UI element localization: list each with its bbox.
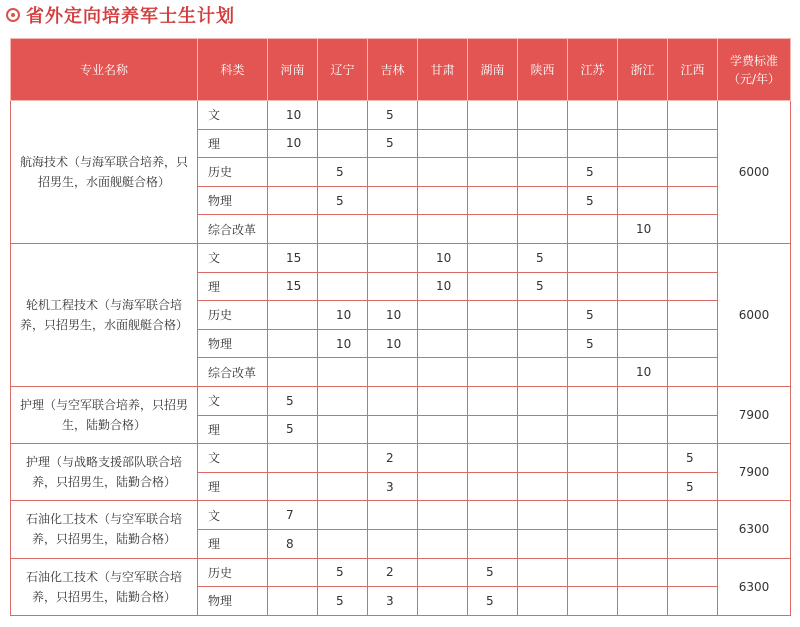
quota-cell: 10: [418, 243, 468, 272]
quota-cell: [518, 301, 568, 330]
subject-cell: 物理: [198, 329, 268, 358]
quota-cell: [518, 444, 568, 473]
subject-cell: 文: [198, 501, 268, 530]
quota-cell: [568, 501, 618, 530]
quota-cell: [268, 186, 318, 215]
quota-cell: [318, 243, 368, 272]
header-province: 河南: [268, 39, 318, 101]
quota-cell: 3: [368, 587, 418, 616]
quota-cell: [418, 129, 468, 158]
quota-cell: [518, 186, 568, 215]
quota-cell: [668, 186, 718, 215]
quota-cell: [268, 158, 318, 187]
quota-cell: [668, 301, 718, 330]
quota-cell: [518, 501, 568, 530]
subject-cell: 物理: [198, 186, 268, 215]
quota-cell: [518, 101, 568, 130]
header-fee: [718, 39, 791, 101]
header-province: 江苏: [568, 39, 618, 101]
table-row: [11, 101, 791, 130]
quota-cell: 10: [418, 272, 468, 301]
page-title: 省外定向培养军士生计划: [26, 6, 235, 27]
quota-cell: [568, 215, 618, 244]
quota-cell: [668, 529, 718, 558]
quota-cell: [568, 529, 618, 558]
quota-cell: [668, 215, 718, 244]
quota-cell: 3: [368, 472, 418, 501]
circle-bullet-icon: [6, 8, 20, 22]
major-name-cell: 护理（与战略支援部队联合培养，只招男生，陆勤合格）: [11, 444, 198, 501]
major-name-cell: 轮机工程技术（与海军联合培养，只招男生，水面舰艇合格）: [11, 243, 198, 386]
subject-cell: 理: [198, 415, 268, 444]
table-row: [11, 501, 791, 530]
quota-cell: [618, 386, 668, 415]
quota-cell: [568, 129, 618, 158]
header-province: 甘肃: [418, 39, 468, 101]
quota-cell: [318, 272, 368, 301]
header-fee-line1: 学费标准: [729, 53, 778, 68]
quota-cell: [468, 358, 518, 387]
subject-cell: 综合改革: [198, 358, 268, 387]
quota-cell: [418, 158, 468, 187]
quota-cell: [368, 386, 418, 415]
fee-cell: 6300: [718, 501, 791, 558]
subject-cell: 历史: [198, 158, 268, 187]
quota-cell: [418, 329, 468, 358]
quota-cell: [568, 444, 618, 473]
quota-cell: [568, 386, 618, 415]
quota-cell: [418, 215, 468, 244]
major-name-cell: 石油化工技术（与空军联合培养，只招男生，陆勤合格）: [11, 558, 198, 615]
quota-cell: [668, 272, 718, 301]
quota-cell: [268, 215, 318, 244]
quota-cell: [468, 329, 518, 358]
quota-cell: [418, 444, 468, 473]
subject-cell: 文: [198, 243, 268, 272]
quota-cell: 5: [368, 101, 418, 130]
quota-cell: [318, 386, 368, 415]
quota-cell: [668, 386, 718, 415]
quota-cell: [518, 386, 568, 415]
quota-cell: [618, 101, 668, 130]
quota-cell: [468, 301, 518, 330]
fee-cell: 6300: [718, 558, 791, 615]
quota-cell: 5: [468, 587, 518, 616]
quota-cell: [418, 587, 468, 616]
header-province: 辽宁: [318, 39, 368, 101]
quota-cell: [468, 101, 518, 130]
quota-cell: [668, 158, 718, 187]
quota-cell: 10: [318, 329, 368, 358]
quota-cell: [468, 272, 518, 301]
quota-cell: [368, 501, 418, 530]
quota-cell: [318, 358, 368, 387]
quota-cell: [418, 472, 468, 501]
quota-cell: 5: [668, 444, 718, 473]
quota-cell: 5: [368, 129, 418, 158]
quota-cell: 10: [268, 101, 318, 130]
subject-cell: 理: [198, 529, 268, 558]
major-name-cell: 石油化工技术（与空军联合培养，只招男生，陆勤合格）: [11, 501, 198, 558]
fee-cell: 6000: [718, 243, 791, 386]
quota-cell: [618, 301, 668, 330]
quota-cell: [418, 415, 468, 444]
quota-cell: [318, 129, 368, 158]
quota-cell: [618, 329, 668, 358]
quota-cell: [668, 101, 718, 130]
quota-cell: [668, 358, 718, 387]
subject-cell: 理: [198, 129, 268, 158]
quota-cell: 10: [618, 215, 668, 244]
quota-cell: [268, 358, 318, 387]
quota-cell: [518, 529, 568, 558]
quota-cell: 5: [318, 587, 368, 616]
quota-cell: [368, 415, 418, 444]
quota-cell: [468, 501, 518, 530]
table-row: [11, 386, 791, 415]
quota-cell: 10: [368, 301, 418, 330]
quota-cell: [418, 558, 468, 587]
fee-cell: 7900: [718, 386, 791, 443]
quota-cell: [318, 501, 368, 530]
quota-cell: [468, 386, 518, 415]
subject-cell: 文: [198, 386, 268, 415]
quota-cell: [618, 501, 668, 530]
fee-cell: 6000: [718, 101, 791, 244]
quota-cell: [618, 129, 668, 158]
header-subject: 科类: [198, 39, 268, 101]
quota-cell: 7: [268, 501, 318, 530]
quota-cell: [268, 558, 318, 587]
quota-cell: [318, 215, 368, 244]
quota-cell: 5: [318, 186, 368, 215]
header-province: 湖南: [468, 39, 518, 101]
quota-cell: [468, 243, 518, 272]
quota-cell: [618, 529, 668, 558]
quota-cell: [518, 129, 568, 158]
quota-cell: [418, 358, 468, 387]
subject-cell: 文: [198, 444, 268, 473]
quota-cell: [618, 243, 668, 272]
quota-cell: [368, 158, 418, 187]
quota-cell: [618, 272, 668, 301]
header-province: 陕西: [518, 39, 568, 101]
subject-cell: 理: [198, 472, 268, 501]
header-province: 江西: [668, 39, 718, 101]
quota-cell: [468, 415, 518, 444]
quota-cell: [368, 186, 418, 215]
quota-cell: [568, 243, 618, 272]
quota-cell: 5: [318, 158, 368, 187]
quota-cell: [668, 243, 718, 272]
quota-cell: [568, 272, 618, 301]
quota-cell: [318, 101, 368, 130]
quota-cell: [518, 358, 568, 387]
quota-cell: [618, 587, 668, 616]
subject-cell: 综合改革: [198, 215, 268, 244]
fee-cell: 7900: [718, 444, 791, 501]
table-row: [11, 558, 791, 587]
subject-cell: 物理: [198, 587, 268, 616]
quota-cell: [468, 215, 518, 244]
quota-cell: [318, 444, 368, 473]
quota-cell: [268, 472, 318, 501]
quota-cell: [518, 215, 568, 244]
quota-cell: [268, 301, 318, 330]
subject-cell: 历史: [198, 301, 268, 330]
quota-cell: 5: [518, 272, 568, 301]
header-fee-line2: （元/年）: [727, 71, 781, 86]
quota-cell: [418, 386, 468, 415]
title-bar: [0, 0, 800, 30]
quota-cell: 5: [518, 243, 568, 272]
quota-cell: [318, 415, 368, 444]
quota-cell: 5: [568, 158, 618, 187]
quota-cell: [668, 501, 718, 530]
subject-cell: 文: [198, 101, 268, 130]
quota-cell: 5: [268, 415, 318, 444]
table-row: [11, 243, 791, 272]
quota-cell: 8: [268, 529, 318, 558]
quota-cell: [618, 472, 668, 501]
quota-cell: [668, 329, 718, 358]
quota-cell: 5: [268, 386, 318, 415]
quota-cell: [668, 415, 718, 444]
quota-cell: 10: [618, 358, 668, 387]
quota-cell: 15: [268, 243, 318, 272]
quota-cell: [518, 472, 568, 501]
major-name-cell: 护理（与空军联合培养，只招男生，陆勤合格）: [11, 386, 198, 443]
quota-cell: [568, 415, 618, 444]
quota-cell: [568, 587, 618, 616]
quota-cell: [468, 444, 518, 473]
quota-cell: 10: [368, 329, 418, 358]
quota-cell: [468, 158, 518, 187]
quota-cell: [568, 358, 618, 387]
quota-cell: [418, 101, 468, 130]
quota-cell: [418, 186, 468, 215]
quota-cell: 15: [268, 272, 318, 301]
quota-cell: 5: [568, 329, 618, 358]
quota-cell: [368, 243, 418, 272]
quota-cell: [618, 558, 668, 587]
quota-cell: [468, 129, 518, 158]
quota-cell: 5: [668, 472, 718, 501]
quota-cell: [618, 415, 668, 444]
header-major: 专业名称: [11, 39, 198, 101]
quota-cell: 10: [268, 129, 318, 158]
quota-cell: [368, 358, 418, 387]
quota-cell: 5: [468, 558, 518, 587]
major-name-cell: 航海技术（与海军联合培养，只招男生，水面舰艇合格）: [11, 101, 198, 244]
quota-cell: [368, 529, 418, 558]
quota-cell: 5: [568, 186, 618, 215]
quota-cell: [268, 444, 318, 473]
quota-cell: [618, 444, 668, 473]
quota-cell: [418, 501, 468, 530]
header-province: 浙江: [618, 39, 668, 101]
quota-cell: [668, 129, 718, 158]
subject-cell: 理: [198, 272, 268, 301]
quota-cell: [368, 215, 418, 244]
quota-cell: [318, 529, 368, 558]
quota-cell: [568, 558, 618, 587]
quota-cell: 2: [368, 444, 418, 473]
table-body: [11, 101, 791, 616]
header-province: 吉林: [368, 39, 418, 101]
quota-cell: [468, 472, 518, 501]
quota-cell: [268, 587, 318, 616]
quota-cell: [368, 272, 418, 301]
quota-cell: [668, 558, 718, 587]
quota-cell: 10: [318, 301, 368, 330]
subject-cell: 历史: [198, 558, 268, 587]
quota-cell: [518, 329, 568, 358]
quota-cell: [468, 529, 518, 558]
header-row: [11, 39, 791, 101]
quota-cell: 5: [318, 558, 368, 587]
quota-cell: [518, 558, 568, 587]
table-row: [11, 444, 791, 473]
enrollment-plan-table: [10, 38, 791, 616]
quota-cell: [468, 186, 518, 215]
quota-cell: [618, 158, 668, 187]
quota-cell: [318, 472, 368, 501]
quota-cell: [268, 329, 318, 358]
quota-cell: [668, 587, 718, 616]
quota-cell: [518, 587, 568, 616]
quota-cell: [518, 158, 568, 187]
quota-cell: [418, 301, 468, 330]
quota-cell: [568, 472, 618, 501]
quota-cell: 5: [568, 301, 618, 330]
quota-cell: [518, 415, 568, 444]
quota-cell: [618, 186, 668, 215]
quota-cell: 2: [368, 558, 418, 587]
quota-cell: [418, 529, 468, 558]
quota-cell: [568, 101, 618, 130]
